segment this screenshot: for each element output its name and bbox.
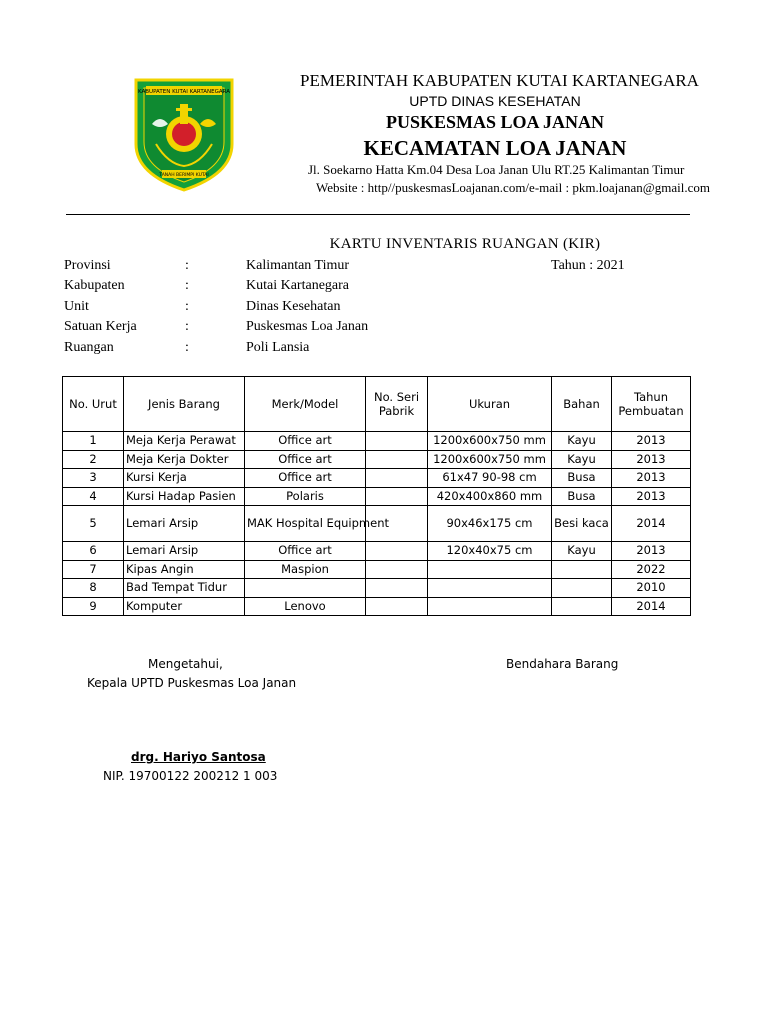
- table-row: [63, 542, 691, 561]
- cell-serial: [366, 487, 428, 506]
- cell-year: 2013: [612, 450, 691, 469]
- svg-text:TANAH BERIMPI KUTAI: TANAH BERIMPI KUTAI: [159, 173, 209, 178]
- cell-year: 2022: [612, 560, 691, 579]
- cell-size: [428, 560, 552, 579]
- meta-colon: :: [185, 319, 189, 334]
- cell-material: [552, 560, 612, 579]
- cell-material: Busa: [552, 469, 612, 488]
- svg-text:KABUPATEN KUTAI KARTANEGARA: KABUPATEN KUTAI KARTANEGARA: [138, 89, 230, 95]
- letterhead-department: UPTD DINAS KESEHATAN: [409, 93, 581, 109]
- header-material: Bahan: [552, 377, 612, 432]
- cell-brand: Office art: [245, 542, 366, 561]
- cell-year: 2013: [612, 469, 691, 488]
- cell-serial: [366, 432, 428, 451]
- regency-emblem: [132, 74, 236, 192]
- head-of-uptd-label: Kepala UPTD Puskesmas Loa Janan: [87, 676, 297, 690]
- meta-colon: :: [185, 278, 189, 293]
- cell-no: 1: [63, 432, 124, 451]
- header-size: Ukuran: [428, 377, 552, 432]
- cell-serial: [366, 597, 428, 616]
- cell-serial: [366, 469, 428, 488]
- cell-serial: [366, 560, 428, 579]
- header-year: Tahun Pembuatan: [612, 377, 691, 432]
- meta-colon: :: [185, 340, 189, 355]
- cell-brand: [245, 579, 366, 598]
- letterhead-government: PEMERINTAH KABUPATEN KUTAI KARTANEGARA: [300, 71, 699, 90]
- cell-no: 2: [63, 450, 124, 469]
- meta-label-province: Provinsi: [64, 258, 111, 273]
- cell-brand: Office art: [245, 469, 366, 488]
- cell-serial: [366, 579, 428, 598]
- acknowledged-label: Mengetahui,: [148, 657, 223, 671]
- cell-size: 420x400x860 mm: [428, 487, 552, 506]
- year-label: Tahun : 2021: [551, 258, 625, 273]
- cell-item: Kursi Hadap Pasien: [124, 487, 245, 506]
- table-row: [63, 469, 691, 488]
- cell-year: 2013: [612, 487, 691, 506]
- cell-serial: [366, 542, 428, 561]
- cell-brand: Polaris: [245, 487, 366, 506]
- meta-colon: :: [185, 299, 189, 314]
- cell-brand: Office art: [245, 450, 366, 469]
- meta-value-regency: Kutai Kartanegara: [246, 278, 349, 293]
- meta-label-room: Ruangan: [64, 340, 114, 355]
- table-row: [63, 432, 691, 451]
- cell-size: 1200x600x750 mm: [428, 432, 552, 451]
- cell-size: 61x47 90-98 cm: [428, 469, 552, 488]
- cell-material: [552, 579, 612, 598]
- cell-no: 6: [63, 542, 124, 561]
- letterhead-address: Jl. Soekarno Hatta Km.04 Desa Loa Janan Ulu RT.25 Kalimantan Timur: [308, 162, 685, 177]
- meta-label-unit: Unit: [64, 299, 89, 314]
- signatory-name: drg. Hariyo Santosa: [131, 750, 266, 764]
- signatory-nip: NIP. 19700122 200212 1 003: [103, 769, 278, 783]
- letterhead-district: KECAMATAN LOA JANAN: [363, 136, 627, 160]
- header-item: Jenis Barang: [124, 377, 245, 432]
- table-header-row: [63, 377, 691, 432]
- cell-year: 2014: [612, 506, 691, 542]
- cell-size: [428, 597, 552, 616]
- table-row: [63, 597, 691, 616]
- meta-value-work-unit: Puskesmas Loa Janan: [246, 319, 369, 334]
- letterhead-website: Website : http//puskesmasLoajanan.com/e-mail : pkm.loajanan@gmail.com: [316, 180, 710, 195]
- treasurer-label: Bendahara Barang: [506, 657, 619, 671]
- table-row: [63, 560, 691, 579]
- meta-value-room: Poli Lansia: [246, 340, 310, 355]
- cell-year: 2013: [612, 542, 691, 561]
- table-row: [63, 579, 691, 598]
- cell-item: Lemari Arsip: [124, 506, 245, 542]
- table-row: [63, 487, 691, 506]
- header-no: No. Urut: [63, 377, 124, 432]
- meta-label-work-unit: Satuan Kerja: [64, 319, 137, 334]
- cell-no: 8: [63, 579, 124, 598]
- document-title: KARTU INVENTARIS RUANGAN (KIR): [329, 236, 601, 252]
- header-brand: Merk/Model: [245, 377, 366, 432]
- cell-item: Bad Tempat Tidur: [124, 579, 245, 598]
- cell-no: 5: [63, 506, 124, 542]
- cell-no: 9: [63, 597, 124, 616]
- cell-no: 3: [63, 469, 124, 488]
- letterhead: [300, 66, 710, 206]
- meta-value-unit: Dinas Kesehatan: [246, 299, 341, 314]
- letterhead-divider: [66, 214, 690, 215]
- cell-material: [552, 597, 612, 616]
- cell-no: 7: [63, 560, 124, 579]
- cell-size: [428, 579, 552, 598]
- cell-year: 2013: [612, 432, 691, 451]
- table-row: [63, 506, 691, 542]
- cell-material: Kayu: [552, 450, 612, 469]
- cell-size: 120x40x75 cm: [428, 542, 552, 561]
- meta-label-regency: Kabupaten: [64, 278, 125, 293]
- cell-material: Busa: [552, 487, 612, 506]
- cell-item: Kursi Kerja: [124, 469, 245, 488]
- cell-material: Besi kaca: [552, 506, 612, 542]
- cell-item: Kipas Angin: [124, 560, 245, 579]
- cell-serial: [366, 450, 428, 469]
- cell-year: 2010: [612, 579, 691, 598]
- cell-item: Lemari Arsip: [124, 542, 245, 561]
- cell-brand: Office art: [245, 432, 366, 451]
- cell-brand: Lenovo: [245, 597, 366, 616]
- inventory-table: [62, 376, 691, 616]
- cell-material: Kayu: [552, 432, 612, 451]
- letterhead-puskesmas: PUSKESMAS LOA JANAN: [385, 112, 605, 132]
- cell-year: 2014: [612, 597, 691, 616]
- cell-size: 1200x600x750 mm: [428, 450, 552, 469]
- cell-material: Kayu: [552, 542, 612, 561]
- meta-value-province: Kalimantan Timur: [246, 258, 350, 273]
- cell-item: Komputer: [124, 597, 245, 616]
- cell-item: Meja Kerja Perawat: [124, 432, 245, 451]
- table-row: [63, 450, 691, 469]
- cell-brand: MAK Hospital Equipment: [245, 506, 366, 542]
- meta-colon: :: [185, 258, 189, 273]
- cell-no: 4: [63, 487, 124, 506]
- cell-brand: Maspion: [245, 560, 366, 579]
- cell-size: 90x46x175 cm: [428, 506, 552, 542]
- header-serial: No. Seri Pabrik: [366, 377, 428, 432]
- cell-item: Meja Kerja Dokter: [124, 450, 245, 469]
